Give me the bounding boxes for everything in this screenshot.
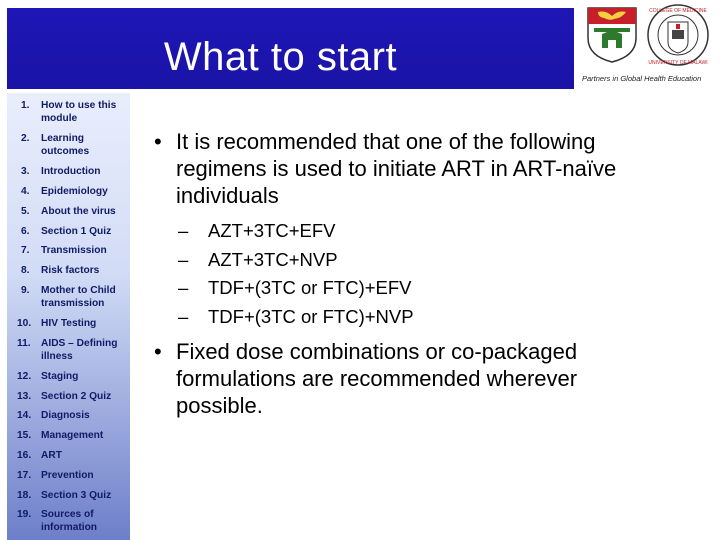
logo-tagline: Partners in Global Health Education [582,74,702,83]
svg-text:COLLEGE OF MEDICINE: COLLEGE OF MEDICINE [649,8,707,14]
college-seal-icon [646,2,710,68]
module-navigation-sidebar: 1. How to use this module 2. Learning outcomes 3. Introduction 4. Epidemiology 5. About the virus 6. Section 1 Quiz 7. Transmission 8. Risk factors 9. Mother to Child transmission 10. HIV Testing 11. AIDS – Defining illness 12. Staging 13. Section 2 Quiz 14. Diagnosis 15. Management 16. ART 17. Prevention 18. Section 3 Quiz 19. Sources of information [7,93,130,540]
bullet-point-icon: • [154,129,162,154]
svg-text:UNIVERSITY OF MALAWI: UNIVERSITY OF MALAWI [648,60,708,66]
page-title: What to start [163,35,398,79]
bullet-point-icon: • [154,339,162,364]
university-crest-icon [584,4,640,64]
title-banner [7,8,574,89]
